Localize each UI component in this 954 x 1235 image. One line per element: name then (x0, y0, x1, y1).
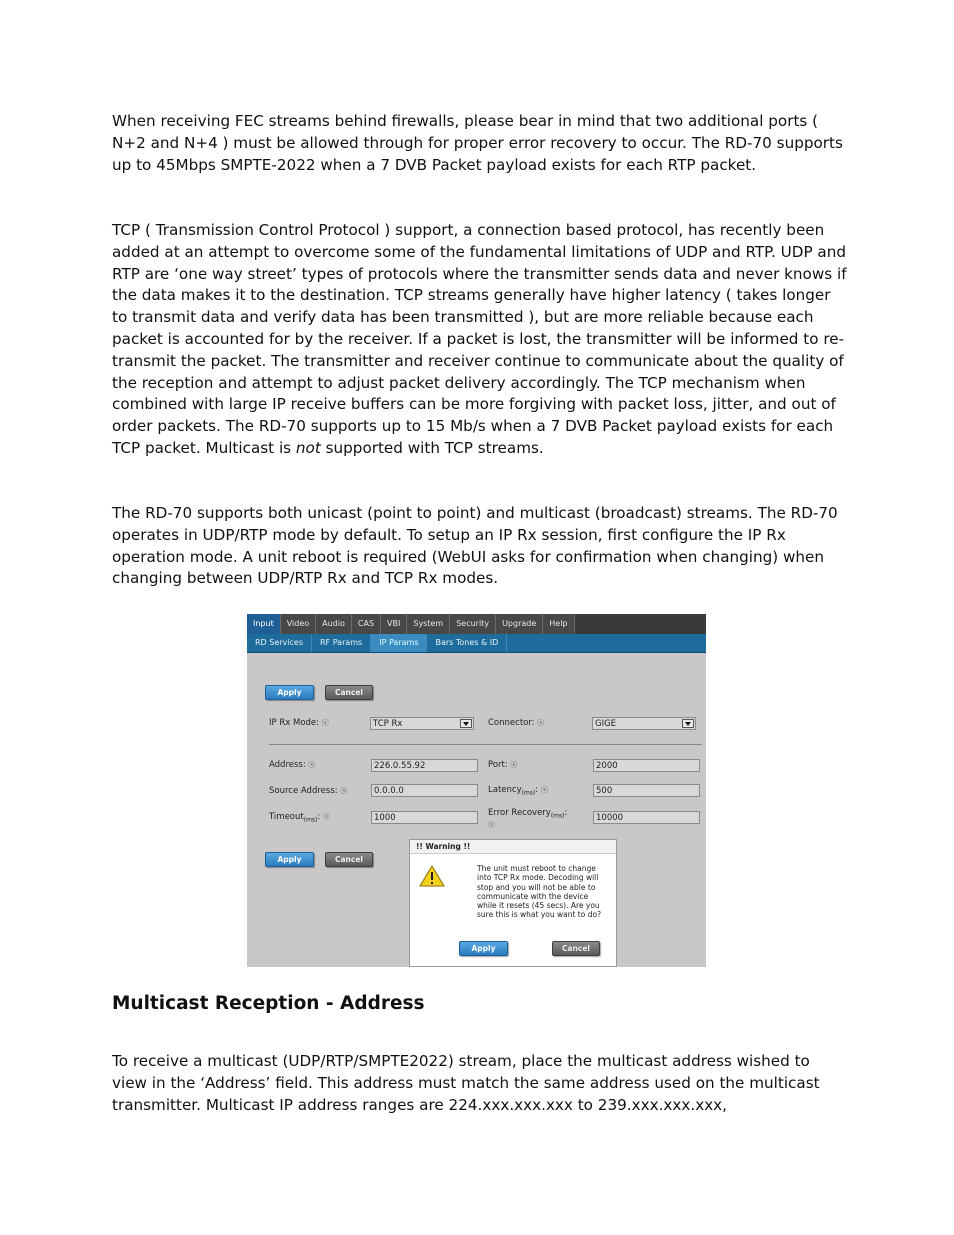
port-input[interactable]: 2000 (593, 759, 700, 772)
paragraph-tcp-support (112, 220, 847, 460)
warning-icon (419, 865, 445, 887)
tab-security[interactable]: Security (450, 614, 496, 634)
help-icon[interactable]: ⓧ (510, 761, 518, 769)
chevron-down-icon (682, 719, 694, 728)
help-icon[interactable]: ⓧ (488, 820, 495, 829)
help-icon[interactable]: ⓧ (540, 786, 548, 794)
emphasis-not: not (295, 438, 321, 457)
cancel-button-bottom[interactable]: Cancel (325, 852, 373, 867)
help-icon[interactable]: ⓧ (321, 719, 329, 727)
cancel-button-top[interactable]: Cancel (325, 685, 373, 700)
paragraph-unicast-multicast: The RD-70 supports both unicast (point to point) and multicast (broadcast) streams. The RD-70 operates in UDP/RTP mode by default. To setup an IP Rx session, first configure the IP Rx operation mode. A unit reboot is required (WebUI asks for confirmation when changing) when changing between UDP/RTP Rx and TCP Rx modes. (112, 504, 838, 588)
latency-label: Latency$_{(ms)}$: ⓧ (488, 785, 548, 797)
paragraph-multicast-address: To receive a multicast (UDP/RTP/SMPTE2022) stream, place the multicast address wished to view in the ‘Address’ field. This address must match the same address used on the multicast transmitter. Multicast IP address ranges are 224.xxx.xxx.xxx to 239.xxx.xxx.xxx, (112, 1052, 820, 1114)
tab-video[interactable]: Video (281, 614, 316, 634)
tab-audio[interactable]: Audio (316, 614, 352, 634)
port-label: Port: ⓧ (488, 760, 518, 770)
timeout-label: Timeout$_{(ms)}$: ⓧ (269, 812, 330, 824)
apply-button-top[interactable]: Apply (265, 685, 314, 700)
ip-rx-mode-select[interactable]: TCP Rx (370, 717, 474, 730)
help-icon[interactable]: ⓧ (340, 787, 348, 795)
connector-select[interactable]: GIGE (592, 717, 696, 730)
apply-button-bottom[interactable]: Apply (265, 852, 314, 867)
error-recovery-input[interactable]: 10000 (593, 811, 700, 824)
tab-help[interactable]: Help (543, 614, 574, 634)
dialog-message: The unit must reboot to change into TCP Rx mode. Decoding will stop and you will not be able to communicate with the device while it resets (45 secs). Are you sure this is what you want to do? (477, 864, 602, 920)
source-address-input[interactable]: 0.0.0.0 (371, 784, 478, 797)
paragraph-fec-firewalls: When receiving FEC streams behind firewalls, please bear in mind that two additional ports ( N+2 and N+4 ) must be allowed through for proper error recovery to occur. The RD-70 supports up to 45Mbps SMPTE-2022 when a 7 DVB Packet payload exists for each RTP packet. (112, 112, 843, 174)
help-icon[interactable]: ⓧ (308, 761, 316, 769)
divider (269, 744, 702, 745)
warning-dialog (409, 839, 617, 967)
latency-input[interactable]: 500 (593, 784, 700, 797)
tab-input[interactable]: Input (247, 614, 281, 634)
sub-tab-bar (247, 634, 706, 653)
paragraph-tcp-text: TCP ( Transmission Control Protocol ) support, a connection based protocol, has recently been added at an attempt to overcome some of the fundamental limitations of UDP and RTP. UDP and RTP are ‘one way street’ types of protocols where the transmitter sends data and never knows if the data makes it to the destination. TCP streams generally have higher latency ( takes longer to transmit data and verify data has been transmitted ), but are more reliable because each packet is accounted for by the receiver. If a packet is lost, the transmitter will be informed to re-transmit the packet. The transmitter and receiver continue to communicate about the quality of the reception and attempt to adjust packet delivery accordingly. The TCP mechanism when combined with large IP receive buffers can be more forgiving with packet loss, jitter, and out of order packets. The RD-70 supports up to 15 Mb/s when a 7 DVB Packet payload exists for each TCP packet. Multicast is (112, 221, 847, 457)
dialog-cancel-button[interactable]: Cancel (552, 941, 600, 956)
dialog-apply-button[interactable]: Apply (459, 941, 508, 956)
chevron-down-icon (460, 719, 472, 728)
tab-rf-params[interactable]: RF Params (312, 634, 371, 652)
tab-cas[interactable]: CAS (352, 614, 381, 634)
address-input[interactable]: 226.0.55.92 (371, 759, 478, 772)
tab-vbi[interactable]: VBI (381, 614, 407, 634)
webui-screenshot (247, 614, 706, 967)
tab-ip-params[interactable]: IP Params (371, 634, 427, 652)
source-address-label: Source Address: ⓧ (269, 786, 348, 796)
paragraph-tcp-tail: supported with TCP streams. (320, 438, 544, 457)
tab-bars-tones-id[interactable]: Bars Tones & ID (427, 634, 507, 652)
timeout-input[interactable]: 1000 (371, 811, 478, 824)
tab-rd-services[interactable]: RD Services (247, 634, 312, 652)
ip-rx-mode-label: IP Rx Mode: ⓧ (269, 718, 329, 728)
section-heading: Multicast Reception - Address (112, 993, 425, 1014)
connector-label: Connector: ⓧ (488, 718, 545, 728)
main-tab-bar (247, 614, 706, 634)
help-icon[interactable]: ⓧ (322, 813, 330, 821)
tab-system[interactable]: System (407, 614, 450, 634)
help-icon[interactable]: ⓧ (537, 719, 545, 727)
dialog-title: !! Warning !! (410, 840, 616, 854)
tab-upgrade[interactable]: Upgrade (496, 614, 543, 634)
error-recovery-label: Error Recovery$_{(ms)}$: ⓧ (488, 808, 568, 829)
address-label: Address: ⓧ (269, 760, 316, 770)
